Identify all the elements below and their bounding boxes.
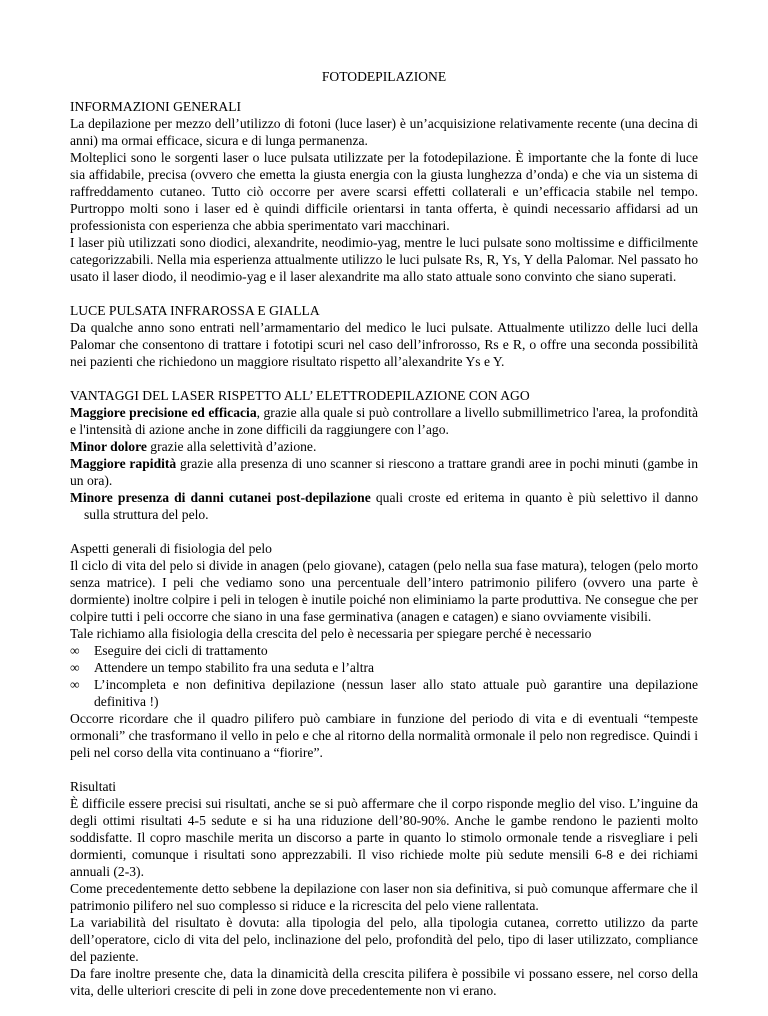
section-pulsed-light (70, 302, 698, 370)
document-page (70, 68, 698, 1016)
section-general-info (70, 98, 698, 285)
section-heading: Aspetti generali di fisiologia del pelo (70, 541, 272, 556)
paragraph: La variabilità del risultato è dovuta: alla tipologia del pelo, alla tipologia cutanea, corretto utilizzo da parte dell’operatore, ciclo di vita del pelo, inclinazione del pelo, profondità del pelo, tipo di laser utilizzato, compliance del paziente. (70, 915, 698, 964)
list-item (70, 659, 698, 676)
list-item-text: Eseguire dei cicli di trattamento (94, 643, 268, 658)
advantage-item (70, 404, 698, 438)
advantage-title: Minor dolore (70, 439, 147, 454)
section-advantages (70, 387, 698, 523)
paragraph: I laser più utilizzati sono diodici, alexandrite, neodimio-yag, mentre le luci pulsate sono moltissime e difficilmente categorizzabili. Nella mia esperienza attualmente utilizzo le luci pulsate Rs, R, Ys, Y della Palomar. Nel passato ho usato il laser diodo, il neodimio-yag e il laser alexandrite ma allo stato attuale sono convinto che siano superati. (70, 235, 698, 284)
section-physiology (70, 540, 698, 761)
paragraph: Da fare inoltre presente che, data la dinamicità della crescita pilifera è possibile vi possano essere, nel corso della vita, delle ulteriori crescite di peli in zone dove precedentemente non vi erano. (70, 966, 698, 998)
list-item-text: L’incompleta e non definitiva depilazione (nessun laser allo stato attuale può garantire una depilazione definitiva !) (94, 677, 698, 709)
paragraph: La depilazione per mezzo dell’utilizzo di fotoni (luce laser) è un’acquisizione relativamente recente (una decina di anni) ma ormai efficace, sicura e di lunga permanenza. (70, 116, 698, 148)
paragraph: Come precedentemente detto sebbene la depilazione con laser non sia definitiva, si può comunque affermare che il patrimonio pilifero nel suo complesso si riduce e la ricrescita del pelo viene rallentata. (70, 881, 698, 913)
paragraph: Il ciclo di vita del pelo si divide in anagen (pelo giovane), catagen (pelo nella sua fase matura), telogen (pelo morto senza matrice). I peli che vediamo sono una percentuale dell’intero patrimonio pilifero (ovvero una parte è dormiente) inoltre colpire i peli in telogen è inutile poiché non eliminiamo la parte produttiva. Ne consegue che per colpire tutti i peli occorre che siano in una fase germinativa (anagen e catagen) e siano ovviamente visibili. (70, 558, 698, 624)
infinity-bullet-icon: ∞ (70, 643, 80, 658)
advantage-item (70, 455, 698, 489)
section-heading: VANTAGGI DEL LASER RISPETTO ALL’ ELETTRODEPILAZIONE CON AGO (70, 388, 530, 403)
list-item-text: Attendere un tempo stabilito fra una seduta e l’altra (94, 660, 375, 675)
advantage-text: grazie alla presenza di uno scanner si riescono a trattare grandi aree in pochi minuti (gambe in un ora). (70, 456, 699, 488)
infinity-bullet-icon: ∞ (70, 677, 80, 692)
list-item (70, 642, 698, 659)
list-item (70, 676, 698, 710)
section-results (70, 778, 698, 999)
advantage-title: Minore presenza di danni cutanei post-depilazione (70, 490, 371, 505)
bullet-list (70, 642, 698, 710)
section-heading: LUCE PULSATA INFRAROSSA E GIALLA (70, 303, 320, 318)
advantage-item (70, 489, 698, 523)
paragraph: Tale richiamo alla fisiologia della crescita del pelo è necessaria per spiegare perché è necessario (70, 626, 592, 641)
section-heading: INFORMAZIONI GENERALI (70, 99, 242, 114)
advantage-text: , grazie alla quale si può controllare a livello submillimetrico l'area, la profondità e l'intensità di azione anche in zone difficili da raggiungere con l’ago. (70, 405, 698, 437)
paragraph: È difficile essere precisi sui risultati, anche se si può affermare che il corpo risponde meglio del viso. L’inguine da degli ottimi risultati 4-5 sedute e si ha una riduzione dell’80-90%. Anche le gambe rendono le pazienti molto soddisfatte. Il copro maschile merita un discorso a parte in quanto lo stimolo ormonale tende a risvegliare i peli dormienti, comunque i risultati sono apprezzabili. Il viso richiede molte più sedute mensili 6-8 e dei richiami annuali (2-3). (70, 796, 698, 879)
paragraph: Occorre ricordare che il quadro pilifero può cambiare in funzione del periodo di vita e di eventuali “tempeste ormonali” che trasformano il vello in pelo e che al ritorno della normalità ormonale il pelo non regredisce. Quindi i peli nel corso della vita continuano a “fiorire”. (70, 711, 698, 760)
advantage-title: Maggiore rapidità (70, 456, 177, 471)
paragraph: Molteplici sono le sorgenti laser o luce pulsata utilizzate per la fotodepilazione. È importante che la fonte di luce sia affidabile, precisa (ovvero che emetta la giusta energia con la giusta lunghezza d’onda) e che via un sistema di raffreddamento cutaneo. Tutto ciò occorre per avere scarsi effetti collaterali e un’efficacia stabile nel tempo. Purtroppo molti sono i laser ed è quindi difficile orientarsi in tanta offerta, è quindi necessario affidarsi ad un professionista con esperienza che abbia sperimentato vari macchinari. (70, 150, 698, 233)
paragraph: Da qualche anno sono entrati nell’armamentario del medico le luci pulsate. Attualmente utilizzo delle luci della Palomar che consentono di trattare i fototipi scuri nel caso dell’infrorosso, Rs e R, o offre una seconda possibilità nei pazienti che richiedono un maggiore risultato rispetto all’alexandrite Ys e Y. (70, 320, 698, 369)
advantage-text: quali croste ed eritema in quanto è più selettivo il danno sulla struttura del pelo. (84, 490, 698, 522)
infinity-bullet-icon: ∞ (70, 660, 80, 675)
advantage-text: grazie alla selettività d’azione. (146, 439, 317, 454)
advantage-item (70, 438, 698, 455)
page-title: FOTODEPILAZIONE (321, 69, 447, 84)
advantage-title: Maggiore precisione ed efficacia (70, 405, 257, 420)
section-heading: Risultati (70, 779, 117, 794)
